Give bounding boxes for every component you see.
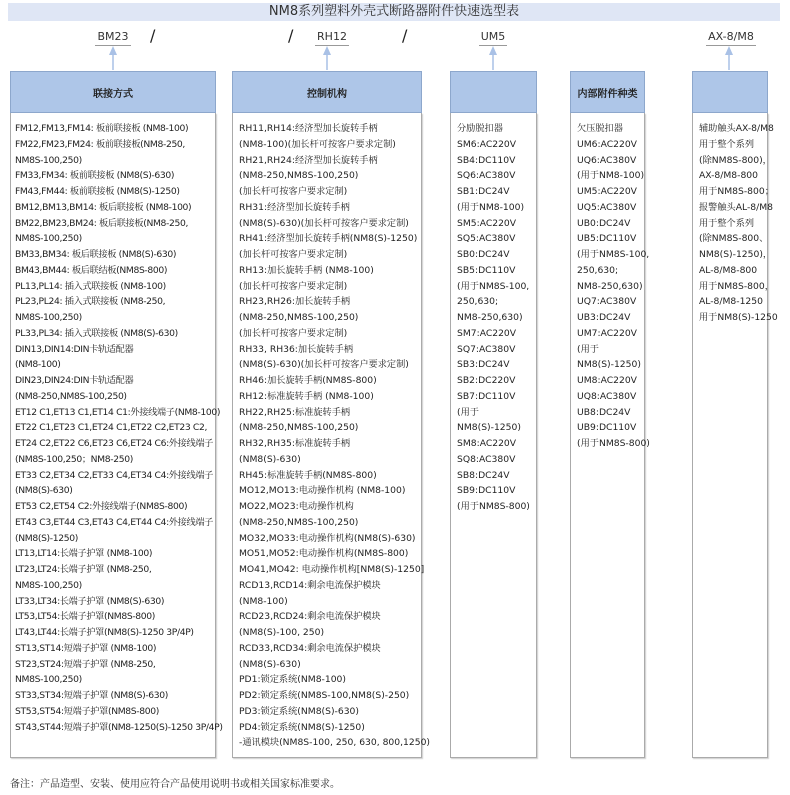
list-item: RH46:加长旋转手柄(NM8S-800) (239, 375, 377, 386)
list-item: ET43 C3,ET44 C3,ET43 C4,ET44 C4:外接线端子 (15, 516, 213, 528)
list-item: 分励脱扣器 (457, 123, 503, 134)
list-item: UM7:AC220V (577, 327, 637, 339)
list-item: LT23,LT24:长端子护罩 (NM8-250, (15, 564, 152, 575)
arrow-up-icon (725, 46, 733, 70)
list-item: ST13,ST14:短端子护罩 (NM8-100) (15, 642, 157, 654)
list-item: RCD33,RCD34:剩余电流保护模块 (239, 642, 381, 654)
list-item: RH41:经济型加长旋转手柄(NM8(S)-1250) (239, 233, 418, 245)
list-item: (NM8-250,NM8S-100,250) (239, 516, 359, 528)
list-item: DIN23,DIN24:DIN卡轨适配器 (15, 375, 134, 386)
list-item: SB2:DC220V (457, 375, 516, 386)
list-item: RH21,RH24:经济型加长旋转手柄 (239, 154, 378, 166)
list-item: BM43,BM44: 板后联结板(NM8S-800) (15, 264, 168, 276)
list-item: MO22,MO23:电动操作机构 (239, 501, 354, 512)
list-item: UB9:DC110V (577, 422, 637, 434)
list-item: ST43,ST44:短端子护罩(NM8-1250(S)-1250 3P/4P) (15, 721, 223, 733)
header-auxiliary (692, 71, 768, 113)
list-item: SB1:DC24V (457, 186, 510, 197)
list-item: UB0:DC24V (577, 217, 631, 229)
column-auxiliary (692, 113, 778, 758)
list-item: (NM8-250,NM8S-100,250) (239, 170, 359, 182)
code-control: RH12 (302, 30, 362, 46)
list-item: PL33,PL34: 插入式联接板 (NM8(S)-630) (15, 327, 178, 339)
list-item: NM8(S)-1250) (457, 422, 521, 434)
code-shunt: UM5 (468, 30, 518, 46)
column-shunt (450, 113, 537, 758)
column-internal (570, 113, 650, 758)
list-item: MO12,MO13:电动操作机构 (NM8-100) (239, 485, 406, 497)
list-item: (用于NM8S-100, (577, 249, 650, 260)
list-item: (加长杆可按客户要求定制) (239, 327, 348, 339)
list-item: SQ5:AC380V (457, 233, 516, 245)
list-item: (除NM8S-800)， (699, 154, 772, 166)
list-item: SB9:DC110V (457, 485, 516, 497)
list-item: SQ6:AC380V (457, 170, 516, 182)
list-item: LT53,LT54:长端子护罩(NM8S-800) (15, 611, 156, 623)
list-item: UM6:AC220V (577, 138, 637, 150)
list-item: (加长杆可按客户要求定制) (239, 249, 348, 260)
list-item: (用于NM8S-800) (457, 501, 530, 512)
list-item: (NM8-250,NM8S-100,250) (239, 312, 359, 323)
list-item: (加长杆可按客户要求定制) (239, 186, 348, 197)
list-item: UB8:DC24V (577, 406, 631, 418)
list-item: NM8-250,630) (457, 312, 523, 323)
list-item: UQ6:AC380V (577, 154, 637, 166)
list-item: RH32,RH35:标准旋转手柄 (239, 438, 351, 449)
list-item: (NM8(S)-630) (239, 453, 301, 465)
list-item: NM8S-100,250) (15, 312, 82, 323)
list-item: (加长杆可按客户要求定制) (239, 280, 348, 292)
list-item: SB0:DC24V (457, 249, 510, 260)
list-item: (NM8(S)-1250) (15, 532, 78, 544)
list-item: RH23,RH26:加长旋转手柄 (239, 296, 351, 308)
list-item: 250,630; (457, 296, 499, 308)
list-item: SB7:DC110V (457, 390, 516, 402)
list-item: AX-8/M8-800 (699, 170, 759, 182)
list-item: PD2:锁定系统(NM8S-100,NM8(S)-250) (239, 690, 410, 701)
list-item: NM8S-100,250) (15, 579, 82, 591)
list-item: 用于NM8S-800， (699, 280, 774, 292)
list-item: SQ7:AC380V (457, 343, 516, 355)
list-item: SB5:DC110V (457, 264, 516, 276)
list-item: PD4:锁定系统(NM8(S)-1250) (239, 721, 365, 733)
list-item: RCD13,RCD14:剩余电流保护模块 (239, 579, 381, 591)
list-item: ST23,ST24:短端子护罩 (NM8-250, (15, 658, 156, 670)
list-item: (NM8(S)-630) (15, 485, 73, 497)
list-item: SB3:DC24V (457, 359, 510, 371)
list-item: BM33,BM34: 板后联接板 (NM8(S)-630) (15, 249, 177, 260)
list-item: (除NM8S-800、 (699, 233, 769, 245)
list-item: RH45:标准旋转手柄(NM8S-800) (239, 469, 377, 481)
list-item: MO51,MO52:电动操作机构(NM8S-800) (239, 548, 409, 560)
list-item: 250,630; (577, 264, 619, 276)
column-connection (10, 113, 223, 758)
list-item: ST53,ST54:短端子护罩(NM8S-800) (15, 705, 159, 717)
list-item: (NM8(S)-630)(加长杆可按客户要求定制) (239, 359, 409, 371)
list-item: AL-8/M8-1250 (699, 296, 763, 308)
separator-slash: / (402, 26, 408, 45)
header-internal: 内部附件种类 (570, 71, 645, 113)
header-connection: 联接方式 (10, 71, 216, 113)
list-item: SB4:DC110V (457, 154, 516, 166)
list-item: (NM8-250,NM8S-100,250) (15, 390, 127, 402)
list-item: NM8(S)-1250)， (699, 249, 773, 260)
list-item: (NM8-100)(加长杆可按客户要求定制) (239, 138, 396, 150)
list-item: (NM8-100) (239, 595, 288, 607)
list-item: RH11,RH14:经济型加长旋转手柄 (239, 123, 378, 134)
list-item: MO41,MO42: 电动操作机构[NM8(S)-1250] (239, 564, 425, 575)
list-item: LT13,LT14:长端子护罩 (NM8-100) (15, 548, 153, 560)
arrow-up-icon (109, 46, 117, 70)
list-item: LT43,LT44:长端子护罩(NM8(S)-1250 3P/4P) (15, 627, 194, 638)
list-item: FM12,FM13,FM14: 板前联接板 (NM8-100) (15, 123, 189, 134)
arrow-up-icon (323, 46, 331, 70)
list-item: ET53 C2,ET54 C2:外接线端子(NM8S-800) (15, 501, 188, 512)
list-item: RH22,RH25:标准旋转手柄 (239, 406, 351, 418)
header-shunt (450, 71, 537, 113)
list-item: NM8S-100,250) (15, 233, 82, 245)
list-item: PD3:锁定系统(NM8(S)-630) (239, 705, 359, 717)
list-item: UQ7:AC380V (577, 296, 637, 308)
list-item: 报警触头AL-8/M8 (699, 201, 774, 213)
separator-slash: / (288, 26, 294, 45)
list-item: (用于 (457, 406, 479, 418)
list-item: 用于NM8(S)-1250 (699, 312, 778, 323)
list-item: (NM8S-100,250；NM8-250) (15, 453, 133, 465)
list-item: SM8:AC220V (457, 438, 517, 449)
code-auxiliary: AX-8/M8 (700, 30, 762, 46)
list-item: UB5:DC110V (577, 233, 637, 245)
list-item: (用于NM8S-100, (457, 280, 530, 292)
list-item: ET33 C2,ET34 C2,ET33 C4,ET34 C4:外接线端子 (15, 469, 213, 481)
list-item: FM33,FM34: 板前联接板 (NM8(S)-630) (15, 170, 175, 182)
list-item: DIN13,DIN14:DIN卡轨适配器 (15, 343, 134, 355)
list-item: 用于整个系列 (699, 217, 755, 229)
list-item: NM8-250,630) (577, 280, 643, 292)
list-item: BM22,BM23,BM24: 板后联接板(NM8-250, (15, 217, 189, 229)
column-control (232, 113, 430, 758)
list-item: AL-8/M8-800 (699, 264, 758, 276)
code-connection: BM23 (88, 30, 138, 46)
page-title: NM8系列塑料外壳式断路器附件快速选型表 (8, 3, 780, 21)
footnote: 备注：产品造型、安装、使用应符合产品使用说明书或相关国家标准要求。 (10, 779, 340, 790)
list-item: (用于NM8-100) (577, 170, 645, 182)
list-item: ET24 C2,ET22 C6,ET23 C6,ET24 C6:外接线端子 (15, 438, 213, 449)
list-item: UM5:AC220V (577, 186, 637, 197)
list-item: 欠压脱扣器 (577, 123, 623, 134)
list-item: UQ8:AC380V (577, 390, 637, 402)
header-control: 控制机构 (232, 71, 422, 113)
list-item: SB8:DC24V (457, 469, 510, 481)
list-item: NM8(S)-1250) (577, 359, 641, 371)
list-item: ET12 C1,ET13 C1,ET14 C1:外接线端子(NM8-100) (15, 406, 221, 418)
list-item: (用于NM8S-800) (577, 438, 650, 449)
list-item: UM8:AC220V (577, 375, 637, 386)
list-item: NM8S-100,250) (15, 674, 82, 686)
separator-slash: / (150, 26, 156, 45)
list-item: LT33,LT34:长端子护罩 (NM8(S)-630) (15, 595, 165, 607)
arrow-up-icon (489, 46, 497, 70)
list-item: (用于NM8-100) (457, 201, 525, 213)
list-item: RH31:经济型加长旋转手柄 (239, 201, 350, 213)
list-item: (用于 (577, 343, 599, 355)
list-item: 用于NM8S-800； (699, 186, 774, 197)
list-item: UB3:DC24V (577, 312, 631, 323)
list-item: 用于整个系列 (699, 138, 755, 150)
list-item: RH13:加长旋转手柄 (NM8-100) (239, 264, 374, 276)
list-item: PL23,PL24: 插入式联接板 (NM8-250, (15, 296, 166, 308)
list-item: (NM8(S)-100, 250) (239, 627, 325, 638)
list-item: UQ5:AC380V (577, 201, 637, 213)
list-item: RH33, RH36:加长旋转手柄 (239, 343, 354, 355)
list-item: PD1:锁定系统(NM8-100) (239, 674, 346, 686)
list-item: RCD23,RCD24:剩余电流保护模块 (239, 611, 381, 623)
list-item: FM43,FM44: 板前联接板 (NM8(S)-1250) (15, 186, 180, 197)
list-item: ST33,ST34:短端子护罩 (NM8(S)-630) (15, 690, 169, 701)
list-item: PL13,PL14: 插入式联接板 (NM8-100) (15, 280, 166, 292)
list-item: (NM8(S)-630) (239, 658, 301, 670)
list-item: SM5:AC220V (457, 217, 517, 229)
list-item: FM22,FM23,FM24: 板前联接板(NM8-250, (15, 138, 186, 150)
list-item: BM12,BM13,BM14: 板后联接板 (NM8-100) (15, 201, 192, 213)
list-item: (NM8(S)-630)(加长杆可按客户要求定制) (239, 217, 409, 229)
list-item: RH12:标准旋转手柄 (NM8-100) (239, 390, 374, 402)
list-item: (NM8-100) (15, 359, 61, 371)
list-item: SM7:AC220V (457, 327, 517, 339)
list-item: ET22 C1,ET23 C1,ET24 C1,ET22 C2,ET23 C2, (15, 422, 208, 434)
list-item: NM8S-100,250) (15, 154, 82, 166)
list-item: 辅助触头AX-8/M8 (699, 123, 774, 134)
list-item: SM6:AC220V (457, 138, 517, 150)
list-item: (NM8-250,NM8S-100,250) (239, 422, 359, 434)
list-item: SQ8:AC380V (457, 453, 516, 465)
list-item: -通讯模块(NM8S-100, 250, 630, 800,1250) (239, 737, 430, 749)
list-item: MO32,MO33:电动操作机构(NM8(S)-630) (239, 532, 416, 544)
